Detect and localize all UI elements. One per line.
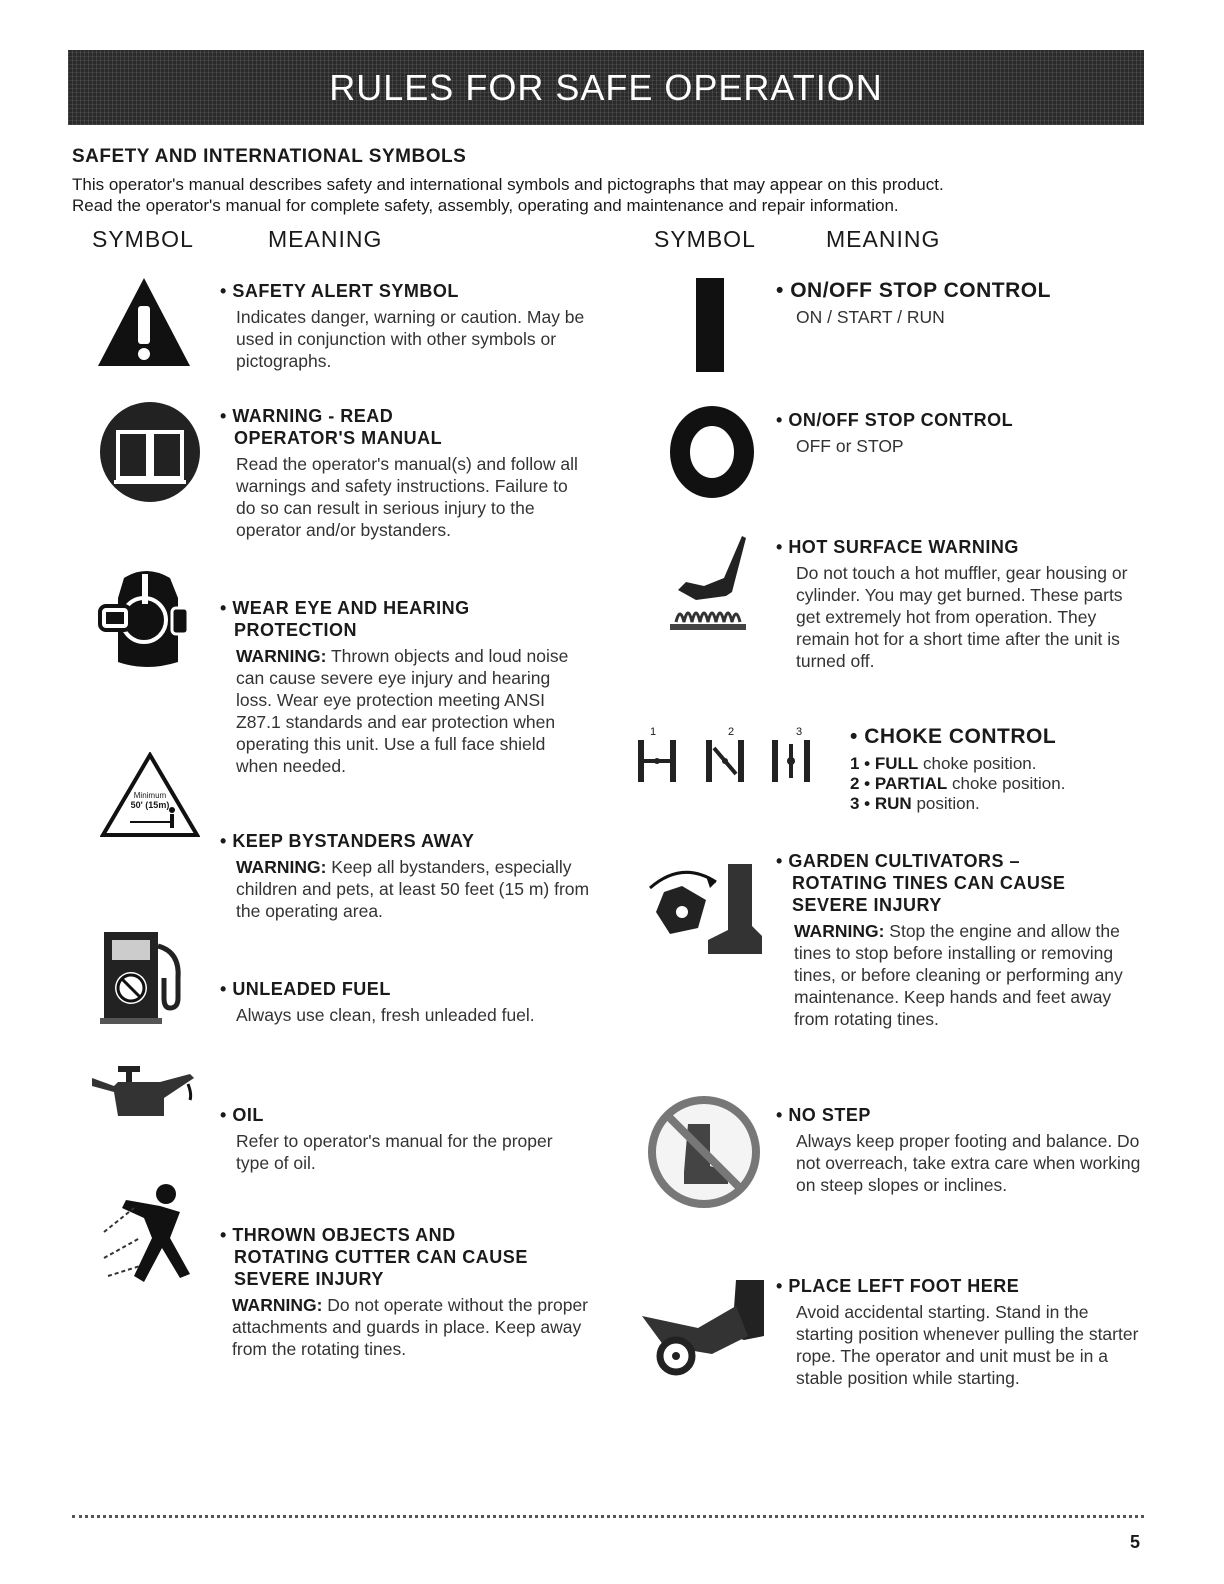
item-title: • WARNING - READ OPERATOR'S MANUAL xyxy=(220,406,443,448)
col-meaning-left: MEANING xyxy=(268,226,383,252)
item-garden-cultivators xyxy=(776,850,1148,1030)
unleaded-fuel-icon xyxy=(100,926,190,1026)
item-title: • UNLEADED FUEL xyxy=(220,979,391,999)
keep-bystanders-away-icon xyxy=(100,752,200,838)
item-keep-bystanders xyxy=(220,830,590,922)
item-title: • OIL xyxy=(220,1105,264,1125)
item-place-left-foot xyxy=(776,1275,1148,1389)
item-text: Refer to operator's manual for the proper type of oil. xyxy=(236,1131,553,1173)
sign-text-min: Minimum xyxy=(133,791,167,800)
item-text: Read the operator's manual(s) and follow all warnings and safety instructions. Failure to do so can result in serious injury to the operator and/or bystanders. xyxy=(236,454,578,540)
choke-control-icon xyxy=(636,726,826,786)
item-read-manual xyxy=(220,405,590,541)
choke-label-2: 2 xyxy=(728,726,735,738)
item-oil xyxy=(220,1104,590,1174)
item-on-control xyxy=(776,280,1146,328)
item-eye-hearing xyxy=(220,597,590,777)
item-no-step xyxy=(776,1104,1148,1196)
on-symbol-icon xyxy=(696,278,724,372)
item-safety-alert xyxy=(220,280,590,372)
item-text: OFF or STOP xyxy=(796,436,904,456)
safety-alert-icon xyxy=(96,274,192,370)
item-text: WARNING: Keep all bystanders, especially children and pets, at least 50 feet (15 m) from the operating area. xyxy=(236,857,590,921)
item-text: WARNING: Do not operate without the proper attachments and guards in place. Keep away from the rotating tines. xyxy=(232,1295,589,1359)
thrown-objects-icon xyxy=(100,1178,210,1288)
choke-position-run: 3 • RUN position. xyxy=(850,794,980,813)
item-text: Do not touch a hot muffler, gear housing or cylinder. You may get burned. These parts get extremely hot from operation. They remain hot for a short time after the unit is turned off. xyxy=(796,563,1128,671)
col-meaning-right: MEANING xyxy=(826,226,941,252)
choke-position-full: 1 • FULL choke position. xyxy=(850,754,1037,773)
item-title: • WEAR EYE AND HEARING PROTECTION xyxy=(220,598,470,640)
item-choke-control xyxy=(850,726,1150,814)
intro-line-1: This operator's manual describes safety and international symbols and pictographs that may appear on this product. xyxy=(72,175,944,194)
item-title: • HOT SURFACE WARNING xyxy=(776,537,1019,557)
col-symbol-right: SYMBOL xyxy=(654,226,756,252)
oil-can-icon xyxy=(90,1064,200,1124)
place-left-foot-icon xyxy=(640,1276,770,1376)
banner-title: RULES FOR SAFE OPERATION xyxy=(329,66,883,108)
footer-rule xyxy=(72,1515,1144,1518)
off-symbol-icon xyxy=(668,404,756,500)
section-intro xyxy=(72,174,1152,216)
choke-label-3: 3 xyxy=(796,726,803,738)
item-text: Indicates danger, warning or caution. May be used in conjunction with other symbols or pictographs. xyxy=(236,307,585,371)
item-thrown-objects xyxy=(220,1224,600,1360)
page-banner xyxy=(68,50,1144,125)
item-off-control xyxy=(776,409,1146,457)
item-title: • PLACE LEFT FOOT HERE xyxy=(776,1276,1020,1296)
item-title: • SAFETY ALERT SYMBOL xyxy=(220,281,459,301)
page-number: 5 xyxy=(1129,1532,1140,1552)
item-title: • CHOKE CONTROL xyxy=(850,725,1057,748)
item-title: • KEEP BYSTANDERS AWAY xyxy=(220,831,475,851)
item-text: Always use clean, fresh unleaded fuel. xyxy=(236,1005,535,1025)
item-text: ON / START / RUN xyxy=(796,307,945,327)
item-title: • GARDEN CULTIVATORS – ROTATING TINES CAN CAUSE SEVERE INJURY xyxy=(776,851,1066,915)
section-title: SAFETY AND INTERNATIONAL SYMBOLS xyxy=(72,146,467,167)
item-text: Avoid accidental starting. Stand in the starting position whenever pulling the starter rope. The operator and unit must be in a stable position while starting. xyxy=(796,1302,1139,1388)
hot-surface-icon xyxy=(666,534,752,634)
no-step-icon xyxy=(648,1096,760,1208)
item-text: WARNING: Thrown objects and loud noise can cause severe eye injury and hearing loss. Wear eye protection meeting ANSI Z87.1 standards and ear protection when operating this unit. Use a full face shield when needed. xyxy=(236,646,569,776)
item-title: • ON/OFF STOP CONTROL xyxy=(776,279,1051,302)
item-hot-surface xyxy=(776,536,1148,672)
item-text: Always keep proper footing and balance. Do not overreach, take extra care when working on steep slopes or inclines. xyxy=(796,1131,1141,1195)
col-symbol-left: SYMBOL xyxy=(92,226,194,252)
item-title: • ON/OFF STOP CONTROL xyxy=(776,410,1014,430)
item-title: • NO STEP xyxy=(776,1105,871,1125)
choke-positions xyxy=(850,754,1150,814)
sign-text-distance: 50' (15m) xyxy=(130,800,170,810)
rotating-tines-icon xyxy=(642,856,770,960)
read-manual-icon xyxy=(98,400,202,504)
eye-hearing-protection-icon xyxy=(94,568,198,672)
item-unleaded-fuel xyxy=(220,978,590,1026)
item-title: • THROWN OBJECTS AND ROTATING CUTTER CAN CAUSE SEVERE INJURY xyxy=(220,1225,528,1289)
choke-position-partial: 2 • PARTIAL choke position. xyxy=(850,774,1066,793)
item-text: WARNING: Stop the engine and allow the tines to stop before installing or removing tines, or before cleaning or performing any maintenance. Keep hands and feet away from rotating tines. xyxy=(794,921,1123,1029)
intro-line-2: Read the operator's manual for complete safety, assembly, operating and maintenance and repair information. xyxy=(72,196,899,215)
choke-label-1: 1 xyxy=(650,726,657,738)
